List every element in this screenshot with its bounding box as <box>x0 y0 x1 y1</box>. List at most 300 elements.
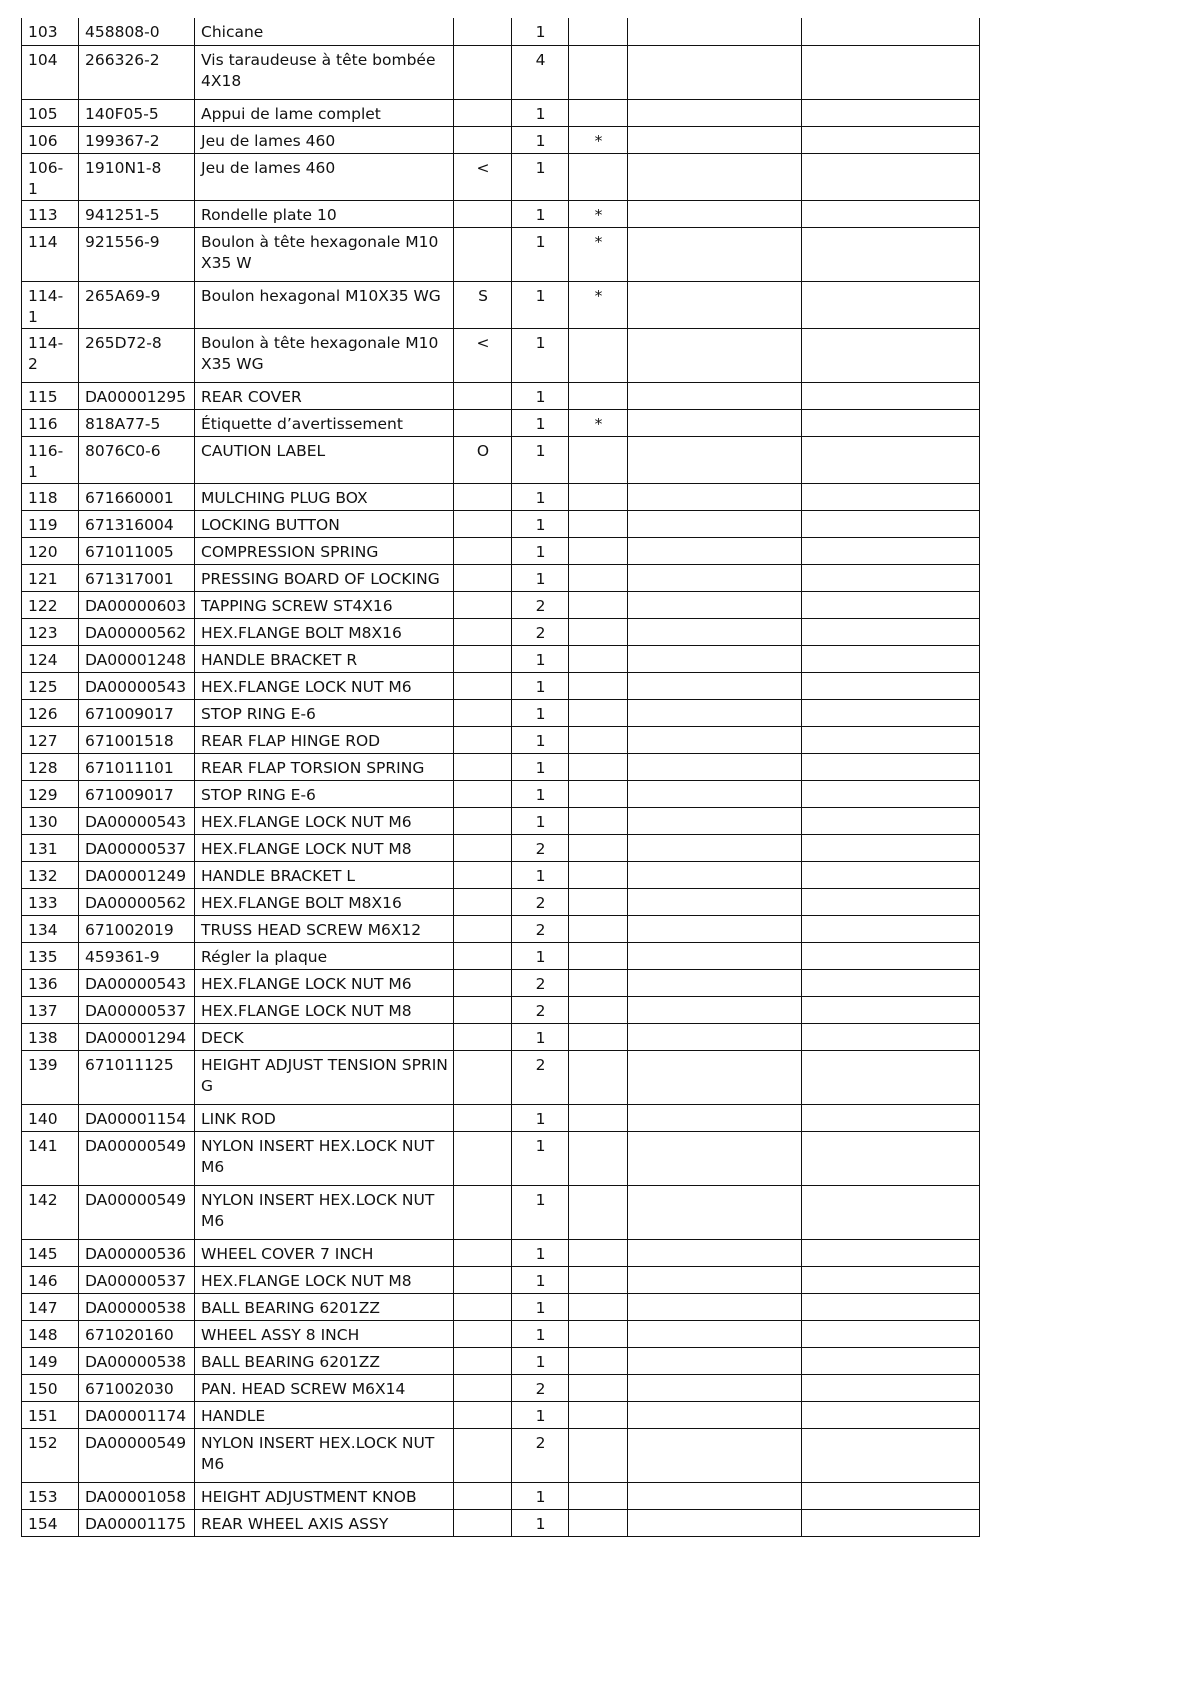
description-cell: LOCKING BUTTON <box>195 510 454 537</box>
note-cell <box>569 726 628 753</box>
note-cell <box>569 1293 628 1320</box>
ref-number-cell: 114-2 <box>22 328 79 382</box>
quantity-cell: 4 <box>512 45 569 99</box>
ref-number-cell: 129 <box>22 780 79 807</box>
description-cell: HEX.FLANGE LOCK NUT M8 <box>195 996 454 1023</box>
part-number-cell: DA00000538 <box>79 1347 195 1374</box>
change-code-cell <box>454 18 512 45</box>
empty-cell <box>802 645 980 672</box>
table-row <box>22 996 980 1023</box>
empty-cell <box>802 382 980 409</box>
empty-cell <box>802 1266 980 1293</box>
change-code-cell <box>454 510 512 537</box>
empty-cell <box>802 281 980 328</box>
ref-number-cell: 152 <box>22 1428 79 1482</box>
description-cell: TRUSS HEAD SCREW M6X12 <box>195 915 454 942</box>
change-code-cell: S <box>454 281 512 328</box>
ref-number-cell: 138 <box>22 1023 79 1050</box>
description-cell: HEX.FLANGE BOLT M8X16 <box>195 618 454 645</box>
change-code-cell <box>454 227 512 281</box>
note-cell <box>569 1023 628 1050</box>
table-row <box>22 382 980 409</box>
empty-cell <box>628 436 802 483</box>
quantity-cell: 1 <box>512 99 569 126</box>
empty-cell <box>628 99 802 126</box>
change-code-cell <box>454 200 512 227</box>
quantity-cell: 1 <box>512 726 569 753</box>
ref-number-cell: 146 <box>22 1266 79 1293</box>
empty-cell <box>628 1050 802 1104</box>
empty-cell <box>628 699 802 726</box>
note-cell <box>569 699 628 726</box>
description-cell: PRESSING BOARD OF LOCKING <box>195 564 454 591</box>
note-cell <box>569 510 628 537</box>
part-number-cell: 671002030 <box>79 1374 195 1401</box>
part-number-cell: 458808-0 <box>79 18 195 45</box>
empty-cell <box>802 618 980 645</box>
description-cell: DECK <box>195 1023 454 1050</box>
empty-cell <box>628 281 802 328</box>
note-cell <box>569 1050 628 1104</box>
description-cell: HEX.FLANGE LOCK NUT M8 <box>195 834 454 861</box>
note-cell <box>569 618 628 645</box>
change-code-cell: O <box>454 436 512 483</box>
quantity-cell: 1 <box>512 436 569 483</box>
note-cell <box>569 18 628 45</box>
table-row <box>22 807 980 834</box>
description-cell: HEIGHT ADJUSTMENT KNOB <box>195 1482 454 1509</box>
empty-cell <box>628 591 802 618</box>
change-code-cell <box>454 45 512 99</box>
table-row <box>22 888 980 915</box>
empty-cell <box>802 200 980 227</box>
note-cell <box>569 1509 628 1536</box>
note-cell <box>569 436 628 483</box>
quantity-cell: 1 <box>512 672 569 699</box>
ref-number-cell: 135 <box>22 942 79 969</box>
part-number-cell: DA00000537 <box>79 834 195 861</box>
empty-cell <box>628 888 802 915</box>
empty-cell <box>802 699 980 726</box>
empty-cell <box>802 942 980 969</box>
note-cell <box>569 1239 628 1266</box>
description-cell: Boulon à tête hexagonale M10X35 WG <box>195 328 454 382</box>
description-cell: Régler la plaque <box>195 942 454 969</box>
ref-number-cell: 114-1 <box>22 281 79 328</box>
ref-number-cell: 119 <box>22 510 79 537</box>
table-row <box>22 153 980 200</box>
empty-cell <box>628 1482 802 1509</box>
part-number-cell: DA00001294 <box>79 1023 195 1050</box>
part-number-cell: 266326-2 <box>79 45 195 99</box>
table-row <box>22 1239 980 1266</box>
empty-cell <box>628 861 802 888</box>
part-number-cell: 140F05-5 <box>79 99 195 126</box>
ref-number-cell: 131 <box>22 834 79 861</box>
change-code-cell <box>454 1347 512 1374</box>
empty-cell <box>628 942 802 969</box>
quantity-cell: 1 <box>512 227 569 281</box>
note-cell <box>569 1131 628 1185</box>
table-row <box>22 126 980 153</box>
part-number-cell: DA00000543 <box>79 969 195 996</box>
part-number-cell: 671001518 <box>79 726 195 753</box>
empty-cell <box>802 861 980 888</box>
ref-number-cell: 120 <box>22 537 79 564</box>
change-code-cell <box>454 1320 512 1347</box>
change-code-cell <box>454 780 512 807</box>
ref-number-cell: 134 <box>22 915 79 942</box>
table-row <box>22 18 980 45</box>
part-number-cell: DA00000562 <box>79 888 195 915</box>
description-cell: Appui de lame complet <box>195 99 454 126</box>
empty-cell <box>628 1104 802 1131</box>
description-cell: HANDLE <box>195 1401 454 1428</box>
empty-cell <box>628 510 802 537</box>
empty-cell <box>628 618 802 645</box>
description-cell: Jeu de lames 460 <box>195 153 454 200</box>
note-cell <box>569 564 628 591</box>
empty-cell <box>628 382 802 409</box>
part-number-cell: DA00001295 <box>79 382 195 409</box>
description-cell: Rondelle plate 10 <box>195 200 454 227</box>
change-code-cell <box>454 1401 512 1428</box>
part-number-cell: DA00001248 <box>79 645 195 672</box>
change-code-cell <box>454 1482 512 1509</box>
part-number-cell: DA00000538 <box>79 1293 195 1320</box>
table-row <box>22 1185 980 1239</box>
ref-number-cell: 103 <box>22 18 79 45</box>
quantity-cell: 1 <box>512 382 569 409</box>
change-code-cell <box>454 726 512 753</box>
empty-cell <box>802 888 980 915</box>
empty-cell <box>802 1023 980 1050</box>
empty-cell <box>802 483 980 510</box>
change-code-cell <box>454 1023 512 1050</box>
quantity-cell: 2 <box>512 834 569 861</box>
ref-number-cell: 106-1 <box>22 153 79 200</box>
table-row <box>22 726 980 753</box>
table-row <box>22 510 980 537</box>
part-number-cell: 671009017 <box>79 780 195 807</box>
note-cell <box>569 1401 628 1428</box>
part-number-cell: 671660001 <box>79 483 195 510</box>
description-cell: NYLON INSERT HEX.LOCK NUT M6 <box>195 1131 454 1185</box>
ref-number-cell: 127 <box>22 726 79 753</box>
empty-cell <box>628 1509 802 1536</box>
part-number-cell: DA00000543 <box>79 807 195 834</box>
table-row <box>22 699 980 726</box>
quantity-cell: 1 <box>512 537 569 564</box>
empty-cell <box>628 18 802 45</box>
part-number-cell: DA00000537 <box>79 996 195 1023</box>
empty-cell <box>802 1509 980 1536</box>
ref-number-cell: 122 <box>22 591 79 618</box>
change-code-cell <box>454 1050 512 1104</box>
ref-number-cell: 153 <box>22 1482 79 1509</box>
part-number-cell: DA00000543 <box>79 672 195 699</box>
description-cell: Chicane <box>195 18 454 45</box>
quantity-cell: 2 <box>512 1374 569 1401</box>
empty-cell <box>628 1023 802 1050</box>
table-row <box>22 1509 980 1536</box>
description-cell: CAUTION LABEL <box>195 436 454 483</box>
description-cell: REAR WHEEL AXIS ASSY <box>195 1509 454 1536</box>
part-number-cell: 671011005 <box>79 537 195 564</box>
empty-cell <box>628 153 802 200</box>
part-number-cell: DA00000603 <box>79 591 195 618</box>
empty-cell <box>628 726 802 753</box>
part-number-cell: DA00001249 <box>79 861 195 888</box>
ref-number-cell: 114 <box>22 227 79 281</box>
table-row <box>22 1320 980 1347</box>
ref-number-cell: 130 <box>22 807 79 834</box>
table-row <box>22 409 980 436</box>
empty-cell <box>802 969 980 996</box>
empty-cell <box>802 1428 980 1482</box>
quantity-cell: 1 <box>512 1239 569 1266</box>
empty-cell <box>628 537 802 564</box>
empty-cell <box>802 1185 980 1239</box>
note-cell <box>569 1104 628 1131</box>
note-cell <box>569 99 628 126</box>
empty-cell <box>802 1401 980 1428</box>
empty-cell <box>802 99 980 126</box>
table-row <box>22 1401 980 1428</box>
note-cell <box>569 888 628 915</box>
note-cell <box>569 834 628 861</box>
description-cell: HEX.FLANGE LOCK NUT M6 <box>195 969 454 996</box>
empty-cell <box>802 996 980 1023</box>
quantity-cell: 2 <box>512 915 569 942</box>
quantity-cell: 1 <box>512 1131 569 1185</box>
empty-cell <box>628 780 802 807</box>
change-code-cell <box>454 1374 512 1401</box>
part-number-cell: 921556-9 <box>79 227 195 281</box>
description-cell: Vis taraudeuse à tête bombée 4X18 <box>195 45 454 99</box>
change-code-cell <box>454 1266 512 1293</box>
change-code-cell <box>454 409 512 436</box>
ref-number-cell: 116-1 <box>22 436 79 483</box>
part-number-cell: 1910N1-8 <box>79 153 195 200</box>
description-cell: HANDLE BRACKET R <box>195 645 454 672</box>
change-code-cell <box>454 699 512 726</box>
part-number-cell: 671011101 <box>79 753 195 780</box>
quantity-cell: 1 <box>512 1293 569 1320</box>
parts-table-body <box>22 18 980 1536</box>
parts-table <box>21 18 980 1537</box>
empty-cell <box>628 45 802 99</box>
part-number-cell: DA00001175 <box>79 1509 195 1536</box>
note-cell <box>569 780 628 807</box>
quantity-cell: 1 <box>512 942 569 969</box>
part-number-cell: DA00000549 <box>79 1428 195 1482</box>
table-row <box>22 1104 980 1131</box>
change-code-cell <box>454 996 512 1023</box>
table-row <box>22 1293 980 1320</box>
note-cell: * <box>569 409 628 436</box>
note-cell <box>569 591 628 618</box>
quantity-cell: 1 <box>512 200 569 227</box>
description-cell: Boulon à tête hexagonale M10X35 W <box>195 227 454 281</box>
empty-cell <box>628 969 802 996</box>
empty-cell <box>628 564 802 591</box>
quantity-cell: 1 <box>512 126 569 153</box>
change-code-cell <box>454 1239 512 1266</box>
change-code-cell <box>454 753 512 780</box>
empty-cell <box>628 227 802 281</box>
part-number-cell: 265D72-8 <box>79 328 195 382</box>
description-cell: Boulon hexagonal M10X35 WG <box>195 281 454 328</box>
table-row <box>22 537 980 564</box>
quantity-cell: 1 <box>512 861 569 888</box>
table-row <box>22 861 980 888</box>
table-row <box>22 227 980 281</box>
quantity-cell: 1 <box>512 18 569 45</box>
description-cell: HEX.FLANGE LOCK NUT M6 <box>195 672 454 699</box>
empty-cell <box>628 483 802 510</box>
table-row <box>22 564 980 591</box>
ref-number-cell: 125 <box>22 672 79 699</box>
part-number-cell: 671020160 <box>79 1320 195 1347</box>
quantity-cell: 1 <box>512 328 569 382</box>
note-cell: * <box>569 200 628 227</box>
table-row <box>22 780 980 807</box>
quantity-cell: 2 <box>512 969 569 996</box>
quantity-cell: 1 <box>512 753 569 780</box>
empty-cell <box>628 1185 802 1239</box>
ref-number-cell: 113 <box>22 200 79 227</box>
ref-number-cell: 106 <box>22 126 79 153</box>
table-row <box>22 99 980 126</box>
change-code-cell <box>454 564 512 591</box>
empty-cell <box>628 409 802 436</box>
empty-cell <box>628 672 802 699</box>
empty-cell <box>628 1266 802 1293</box>
description-cell: WHEEL ASSY 8 INCH <box>195 1320 454 1347</box>
part-number-cell: 818A77-5 <box>79 409 195 436</box>
table-row <box>22 915 980 942</box>
empty-cell <box>802 409 980 436</box>
note-cell <box>569 1374 628 1401</box>
ref-number-cell: 141 <box>22 1131 79 1185</box>
change-code-cell <box>454 591 512 618</box>
note-cell <box>569 942 628 969</box>
description-cell: TAPPING SCREW ST4X16 <box>195 591 454 618</box>
empty-cell <box>628 1347 802 1374</box>
quantity-cell: 1 <box>512 510 569 537</box>
note-cell <box>569 45 628 99</box>
part-number-cell: 941251-5 <box>79 200 195 227</box>
change-code-cell <box>454 537 512 564</box>
ref-number-cell: 145 <box>22 1239 79 1266</box>
description-cell: HEX.FLANGE LOCK NUT M6 <box>195 807 454 834</box>
part-number-cell: DA00001174 <box>79 1401 195 1428</box>
table-row <box>22 1050 980 1104</box>
part-number-cell: 671009017 <box>79 699 195 726</box>
quantity-cell: 1 <box>512 780 569 807</box>
description-cell: REAR FLAP HINGE ROD <box>195 726 454 753</box>
empty-cell <box>628 1239 802 1266</box>
ref-number-cell: 150 <box>22 1374 79 1401</box>
description-cell: STOP RING E-6 <box>195 699 454 726</box>
empty-cell <box>802 1347 980 1374</box>
part-number-cell: 671011125 <box>79 1050 195 1104</box>
quantity-cell: 2 <box>512 618 569 645</box>
part-number-cell: DA00001154 <box>79 1104 195 1131</box>
empty-cell <box>802 510 980 537</box>
ref-number-cell: 154 <box>22 1509 79 1536</box>
part-number-cell: 671317001 <box>79 564 195 591</box>
part-number-cell: 199367-2 <box>79 126 195 153</box>
change-code-cell <box>454 1185 512 1239</box>
change-code-cell <box>454 969 512 996</box>
empty-cell <box>802 834 980 861</box>
empty-cell <box>802 672 980 699</box>
change-code-cell <box>454 645 512 672</box>
quantity-cell: 1 <box>512 1347 569 1374</box>
change-code-cell <box>454 942 512 969</box>
empty-cell <box>802 227 980 281</box>
ref-number-cell: 124 <box>22 645 79 672</box>
ref-number-cell: 136 <box>22 969 79 996</box>
quantity-cell: 1 <box>512 281 569 328</box>
empty-cell <box>628 753 802 780</box>
empty-cell <box>628 1293 802 1320</box>
quantity-cell: 1 <box>512 807 569 834</box>
empty-cell <box>802 153 980 200</box>
description-cell: LINK ROD <box>195 1104 454 1131</box>
note-cell <box>569 382 628 409</box>
ref-number-cell: 151 <box>22 1401 79 1428</box>
change-code-cell <box>454 1131 512 1185</box>
change-code-cell <box>454 1104 512 1131</box>
ref-number-cell: 142 <box>22 1185 79 1239</box>
table-row <box>22 834 980 861</box>
description-cell: NYLON INSERT HEX.LOCK NUT M6 <box>195 1185 454 1239</box>
empty-cell <box>802 1104 980 1131</box>
table-row <box>22 45 980 99</box>
table-row <box>22 1266 980 1293</box>
description-cell: Jeu de lames 460 <box>195 126 454 153</box>
ref-number-cell: 123 <box>22 618 79 645</box>
empty-cell <box>628 1401 802 1428</box>
description-cell: MULCHING PLUG BOX <box>195 483 454 510</box>
table-row <box>22 281 980 328</box>
quantity-cell: 1 <box>512 1401 569 1428</box>
empty-cell <box>802 1050 980 1104</box>
note-cell: * <box>569 227 628 281</box>
note-cell <box>569 483 628 510</box>
empty-cell <box>802 1374 980 1401</box>
table-row <box>22 328 980 382</box>
quantity-cell: 1 <box>512 1320 569 1347</box>
empty-cell <box>802 328 980 382</box>
table-row <box>22 200 980 227</box>
note-cell <box>569 1347 628 1374</box>
description-cell: HANDLE BRACKET L <box>195 861 454 888</box>
quantity-cell: 1 <box>512 1104 569 1131</box>
change-code-cell <box>454 99 512 126</box>
quantity-cell: 1 <box>512 1482 569 1509</box>
ref-number-cell: 121 <box>22 564 79 591</box>
ref-number-cell: 148 <box>22 1320 79 1347</box>
change-code-cell <box>454 834 512 861</box>
table-row <box>22 1428 980 1482</box>
change-code-cell <box>454 861 512 888</box>
ref-number-cell: 104 <box>22 45 79 99</box>
table-row <box>22 1131 980 1185</box>
